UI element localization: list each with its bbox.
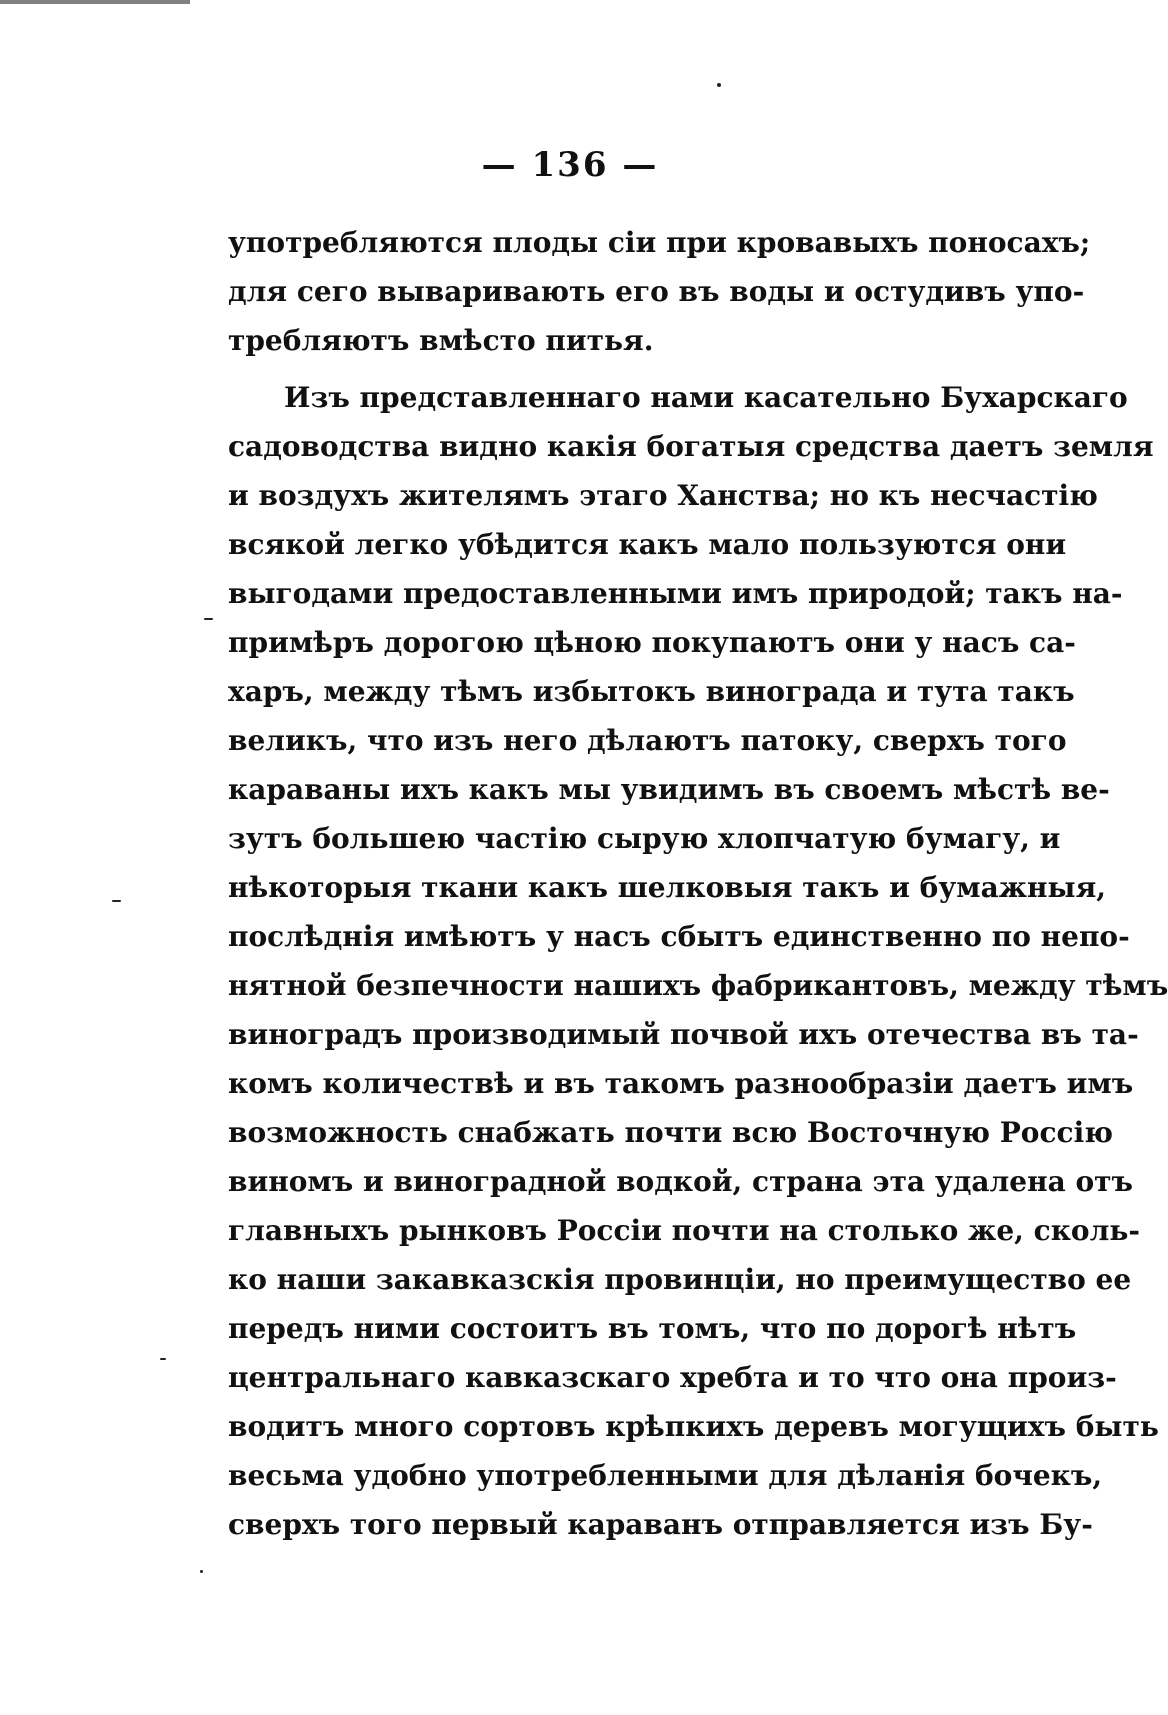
scan-speck [112,900,121,902]
scan-speck [200,1570,203,1573]
paragraph-2 [228,373,1168,1549]
text-line: передъ ними состоитъ въ томъ, что по дорогѣ нѣтъ [228,1312,1077,1345]
text-line: употребляются плоды сіи при кровавыхъ поносахъ; [228,226,1091,259]
text-line: нѣкоторыя ткани какъ шелковыя такъ и бумажныя, [228,871,1107,904]
text-line: нятной безпечности нашихъ фабрикантовъ, между тѣмъ [228,969,1168,1002]
text-line: зутъ большею частію сырую хлопчатую бумагу, и [228,822,1061,855]
scan-speck [160,1358,166,1360]
text-line: весьма удобно употребленными для дѣланія бочекъ, [228,1459,1103,1492]
text-line: требляютъ вмѣсто питья. [228,324,654,357]
text-line: и воздухъ жителямъ этаго Ханства; но къ несчастію [228,479,1098,512]
text-line: возможность снабжать почти всю Восточную Россію [228,1116,1113,1149]
text-line: для сего вываривають его въ воды и остудивъ упо- [228,275,1085,308]
text-line: ко наши закавказскія провинціи, но преимущество ее [228,1263,1132,1296]
page-number: — 136 — [481,145,659,185]
text-line: послѣднія имѣютъ у насъ сбытъ единственно по непо- [228,920,1130,953]
scan-speck [717,83,721,87]
text-line: сверхъ того первый караванъ отправляется изъ Бу- [228,1508,1093,1541]
text-line: центральнаго кавказскаго хребта и то что она произ- [228,1361,1117,1394]
body-text [228,218,1168,1549]
text-line: харъ, между тѣмъ избытокъ винограда и тута такъ [228,675,1075,708]
paragraph-1 [228,218,1091,365]
text-line: примѣръ дорогою цѣною покупаютъ они у насъ са- [228,626,1076,659]
scan-edge-mark [0,0,190,4]
scan-speck [204,618,213,620]
text-line: главныхъ рынковъ Россіи почти на столько же, сколь- [228,1214,1140,1247]
text-line: Изъ представленнаго нами касательно Бухарскаго [284,381,1128,414]
text-line: комъ количествѣ и въ такомъ разнообразіи даетъ имъ [228,1067,1134,1100]
text-line: водитъ много сортовъ крѣпкихъ деревъ могущихъ быть [228,1410,1159,1443]
text-line: великъ, что изъ него дѣлаютъ патоку, сверхъ того [228,724,1067,757]
text-line: виноградъ производимый почвой ихъ отечества въ та- [228,1018,1139,1051]
text-line: садоводства видно какія богатыя средства даетъ земля [228,430,1154,463]
text-line: виномъ и виноградной водкой, страна эта удалена отъ [228,1165,1133,1198]
text-line: караваны ихъ какъ мы увидимъ въ своемъ мѣстѣ ве- [228,773,1110,806]
text-line: всякой легко убѣдится какъ мало пользуются они [228,528,1067,561]
text-line: выгодами предоставленными имъ природой; такъ на- [228,577,1123,610]
